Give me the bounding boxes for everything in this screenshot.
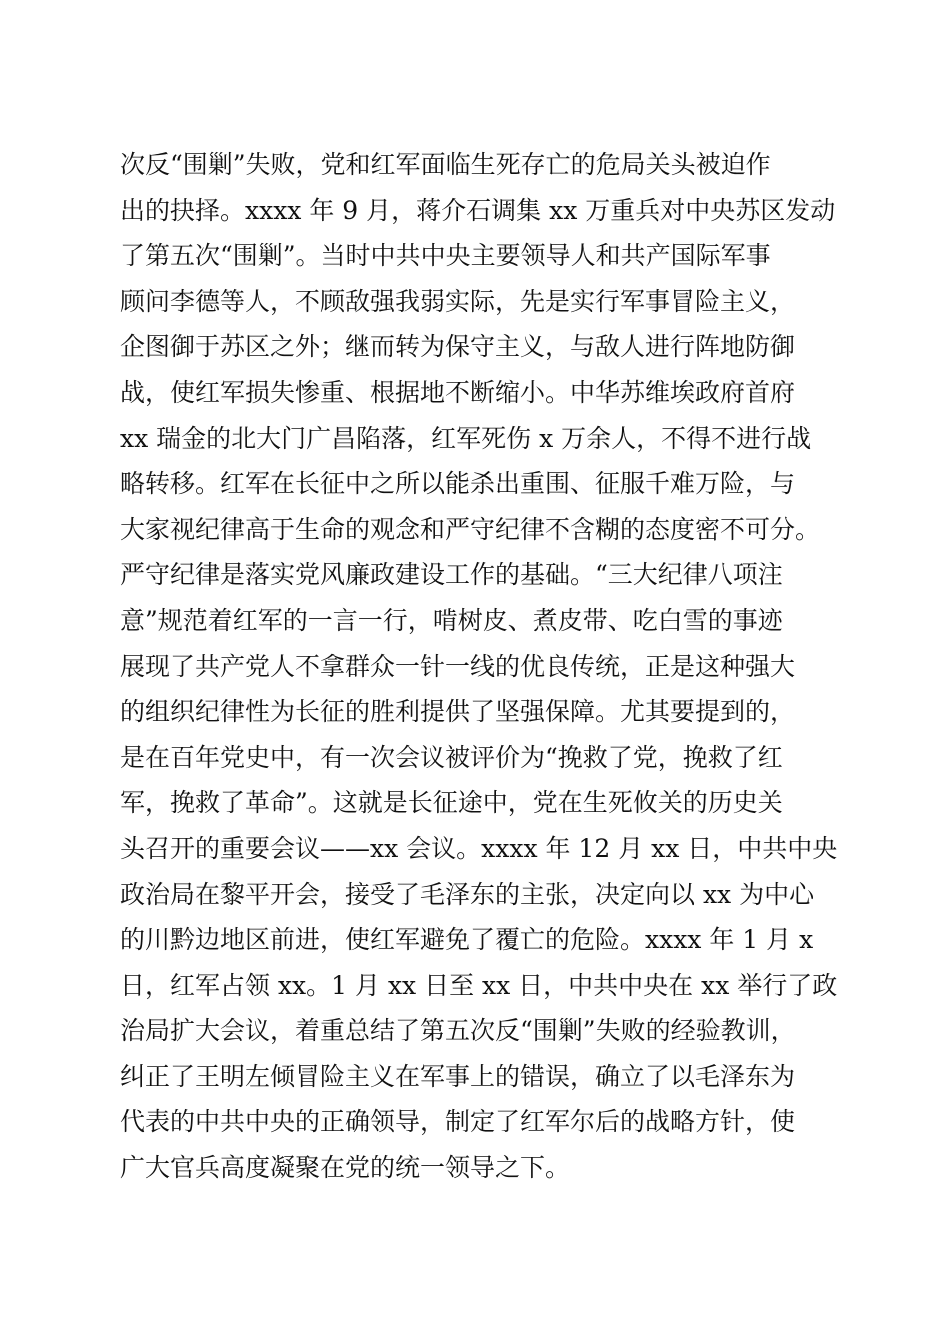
text-line: 大家视纪律高于生命的观念和严守纪律不含糊的态度密不可分。 xyxy=(120,514,821,544)
text-line: xx 瑞金的北大门广昌陷落，红军死伤 x 万余人，不得不进行战 xyxy=(120,423,812,453)
body-paragraph xyxy=(120,142,840,1191)
text-line: 略转移。红军在长征中之所以能杀出重围、征服千难万险，与 xyxy=(120,469,796,499)
text-line: 代表的中共中央的正确领导，制定了红军尔后的战略方针，使 xyxy=(120,1107,796,1137)
text-line: 广大官兵高度凝聚在党的统一领导之下。 xyxy=(120,1153,571,1183)
text-line: 出的抉择。xxxx 年 9 月，蒋介石调集 xx 万重兵对中央苏区发动 xyxy=(120,195,836,225)
text-line: 头召开的重要会议——xx 会议。xxxx 年 12 月 xx 日，中共中央 xyxy=(120,833,838,863)
text-line: 政治局在黎平开会，接受了毛泽东的主张，决定向以 xx 为中心 xyxy=(120,879,815,909)
text-line: 的川黔边地区前进，使红军避免了覆亡的危险。xxxx 年 1 月 x xyxy=(120,925,814,955)
text-line: 战，使红军损失惨重、根据地不断缩小。中华苏维埃政府首府 xyxy=(120,377,796,407)
text-line: 了第五次“围剿”。当时中共中央主要领导人和共产国际军事 xyxy=(120,241,771,271)
text-line: 企图御于苏区之外；继而转为保守主义，与敌人进行阵地防御 xyxy=(120,332,796,362)
text-line: 的组织纪律性为长征的胜利提供了坚强保障。尤其要提到的， xyxy=(120,697,796,727)
text-line: 展现了共产党人不拿群众一针一线的优良传统，正是这种强大 xyxy=(120,651,796,681)
text-line: 治局扩大会议，着重总结了第五次反“围剿”失败的经验教训， xyxy=(120,1016,796,1046)
text-line: 军，挽救了革命”。这就是长征途中，党在生死攸关的历史关 xyxy=(120,788,783,818)
text-line: 顾问李德等人，不顾敌强我弱实际，先是实行军事冒险主义， xyxy=(120,286,796,316)
text-line: 日，红军占领 xx。1 月 xx 日至 xx 日，中共中央在 xx 举行了政 xyxy=(120,970,838,1000)
text-line: 次反“围剿”失败，党和红军面临生死存亡的危局关头被迫作 xyxy=(120,150,771,179)
text-line: 是在百年党史中，有一次会议被评价为“挽救了党，挽救了红 xyxy=(120,742,783,772)
text-line: 纠正了王明左倾冒险主义在军事上的错误，确立了以毛泽东为 xyxy=(120,1061,796,1091)
text-line: 意”规范着红军的一言一行，啃树皮、煮皮带、吃白雪的事迹 xyxy=(120,605,783,635)
text-line: 严守纪律是落实党风廉政建设工作的基础。“三大纪律八项注 xyxy=(120,560,783,590)
